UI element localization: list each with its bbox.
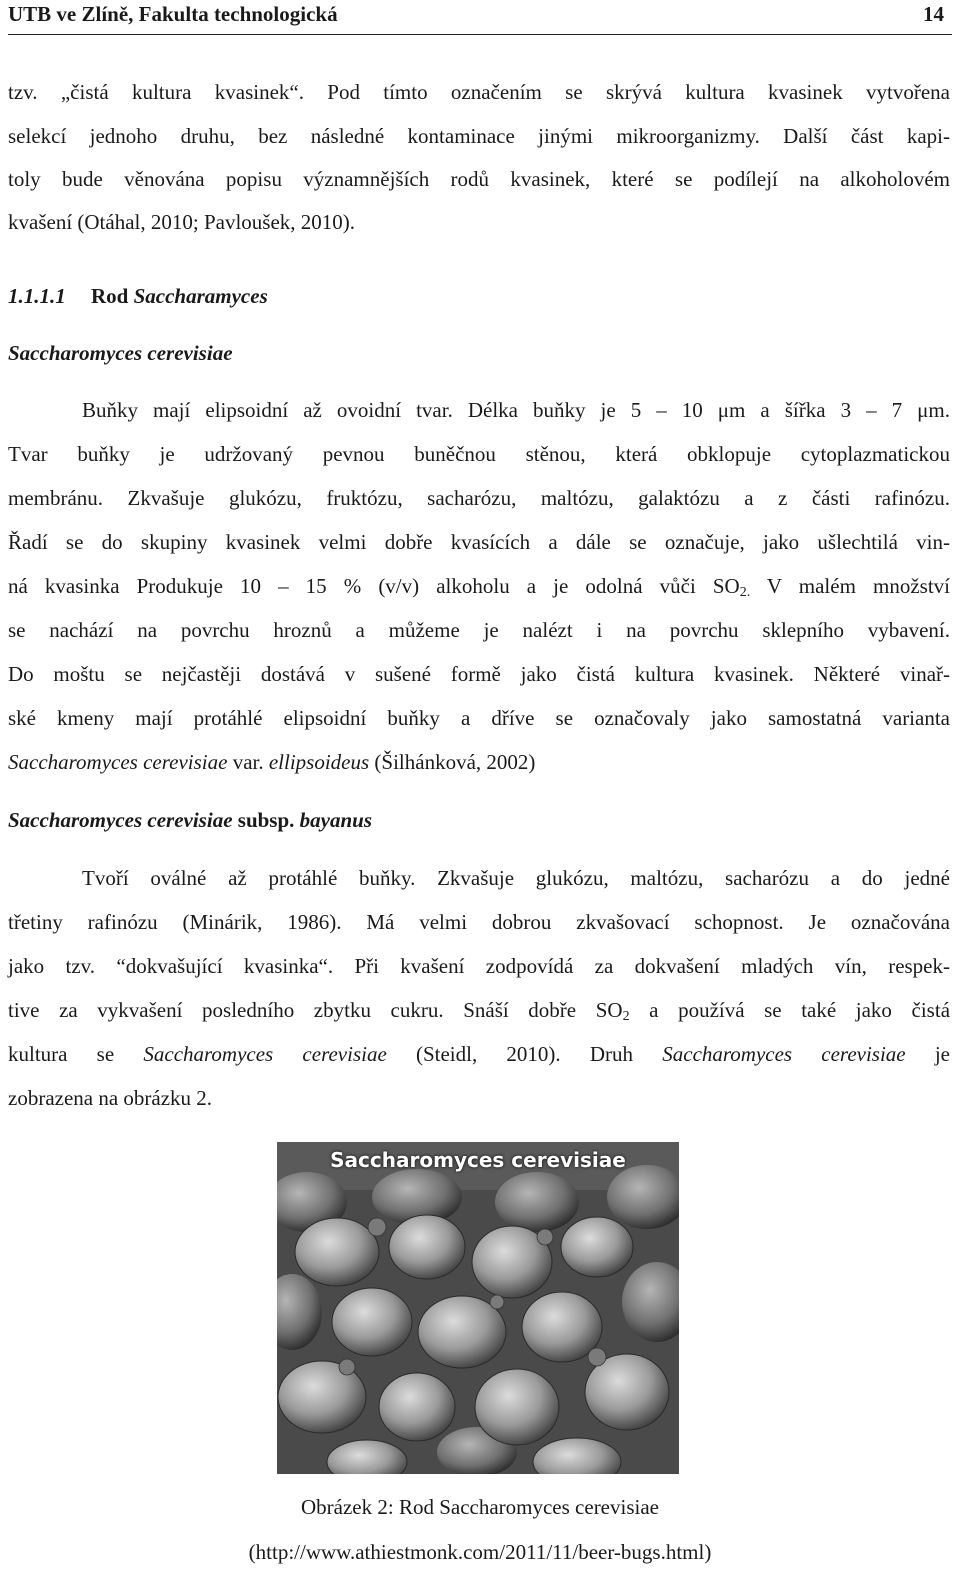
cerevisiae-line-6: se nachází na povrchu hroznů a můžeme je nalézt i na povrchu sklepního vybavení.	[8, 618, 950, 642]
bayanus-heading	[8, 808, 950, 833]
cerevisiae-line-3: membránu. Zkvašuje glukózu, fruktózu, sacharózu, maltózu, galaktózu a z části rafinózu.	[8, 486, 950, 510]
so2-subscript: 2.	[739, 585, 751, 600]
bayanus-line-4a: tive za vykvašení posledního zbytku cukru. Snáší dobře SO	[8, 998, 623, 1022]
header-title: UTB ve Zlíně, Fakulta technologická	[8, 2, 338, 26]
so2-subscript: 2	[622, 1009, 630, 1024]
species-name: Saccharomyces cerevisiae	[143, 1042, 387, 1066]
header-divider	[8, 34, 952, 35]
intro-line-4: kvašení (Otáhal, 2010; Pavloušek, 2010).	[8, 210, 356, 234]
cerevisiae-line-5a: ná kvasinka Produkuje 10 – 15 % (v/v) alkoholu a je odolná vůči SO	[8, 574, 740, 598]
bayanus-heading-species: Saccharomyces cerevisiae	[8, 808, 233, 832]
page-header	[8, 0, 952, 32]
cerevisiae-line-5	[8, 574, 950, 599]
figure-source: (http://www.athiestmonk.com/2011/11/beer-bugs.html)	[248, 1540, 712, 1564]
section-title-prefix: Rod	[91, 284, 134, 308]
figure-caption: Obrázek 2: Rod Saccharomyces cerevisiae	[300, 1495, 659, 1519]
bayanus-line-1: Tvoří oválné až protáhlé buňky. Zkvašuje glukózu, maltózu, sacharózu a do jedné	[82, 866, 950, 890]
bayanus-line-5	[8, 1042, 950, 1067]
bayanus-line-6: zobrazena na obrázku 2.	[8, 1086, 213, 1110]
bayanus-line-5c: (Steidl, 2010). Druh	[386, 1042, 663, 1066]
section-number: 1.1.1.1	[8, 284, 66, 308]
yeast-micrograph	[277, 1142, 679, 1474]
cerevisiae-heading: Saccharomyces cerevisiae	[8, 341, 233, 365]
section-title-genus: Saccharamyces	[133, 284, 268, 308]
intro-line-3: toly bude věnována popisu významnějších rodů kvasinek, které se podílejí na alkoholovém	[8, 167, 950, 191]
bayanus-heading-name: bayanus	[299, 808, 373, 832]
bayanus-line-2: třetiny rafinózu (Minárik, 1986). Má velmi dobrou zkvašovací schopnost. Je označována	[8, 910, 950, 934]
cerevisiae-line-2: Tvar buňky je udržovaný pevnou buněčnou stěnou, která obklopuje cytoplazmatickou	[8, 442, 950, 466]
intro-line-1: tzv. „čistá kultura kvasinek“. Pod tímto označením se skrývá kultura kvasinek vytvořena	[8, 80, 950, 104]
bayanus-line-5a: kultura se	[8, 1042, 144, 1066]
var-label: var.	[227, 750, 269, 774]
variety-name: ellipsoideus	[268, 750, 370, 774]
bayanus-line-4	[8, 998, 950, 1023]
citation: (Šilhánková, 2002)	[369, 750, 536, 774]
bayanus-line-3: jako tzv. “dokvašující kvasinka“. Při kvašení zodpovídá za dokvašení mladých vín, respek-	[8, 954, 950, 978]
cerevisiae-line-1: Buňky mají elipsoidní až ovoidní tvar. Délka buňky je 5 – 10 μm a šířka 3 – 7 μm.	[82, 398, 950, 422]
cerevisiae-line-7: Do moštu se nejčastěji dostává v sušené formě jako čistá kultura kvasinek. Některé vinař-	[8, 662, 950, 686]
image-title-overlay: Saccharomyces cerevisiae	[330, 1148, 626, 1172]
species-name: Saccharomyces cerevisiae	[662, 1042, 906, 1066]
cerevisiae-line-8: ské kmeny mají protáhlé elipsoidní buňky a dříve se označovaly jako samostatná varianta	[8, 706, 950, 730]
bayanus-line-4b: a používá se také jako čistá	[629, 998, 951, 1022]
cerevisiae-line-5b: V malém množství	[750, 574, 950, 598]
intro-line-2: selekcí jednoho druhu, bez následné kontaminace jinými mikroorganizmy. Další část kapi-	[8, 124, 950, 148]
section-heading	[8, 284, 950, 309]
cerevisiae-line-9	[8, 750, 950, 775]
bayanus-heading-subsp: subsp.	[232, 808, 300, 832]
micrograph-image	[277, 1142, 679, 1474]
page-number: 14	[923, 2, 944, 26]
cerevisiae-line-4: Řadí se do skupiny kvasinek velmi dobře kvasících a dále se označuje, jako ušlechtilá vin-	[8, 530, 950, 554]
species-name: Saccharomyces cerevisiae	[8, 750, 228, 774]
bayanus-line-5e: je	[905, 1042, 950, 1066]
